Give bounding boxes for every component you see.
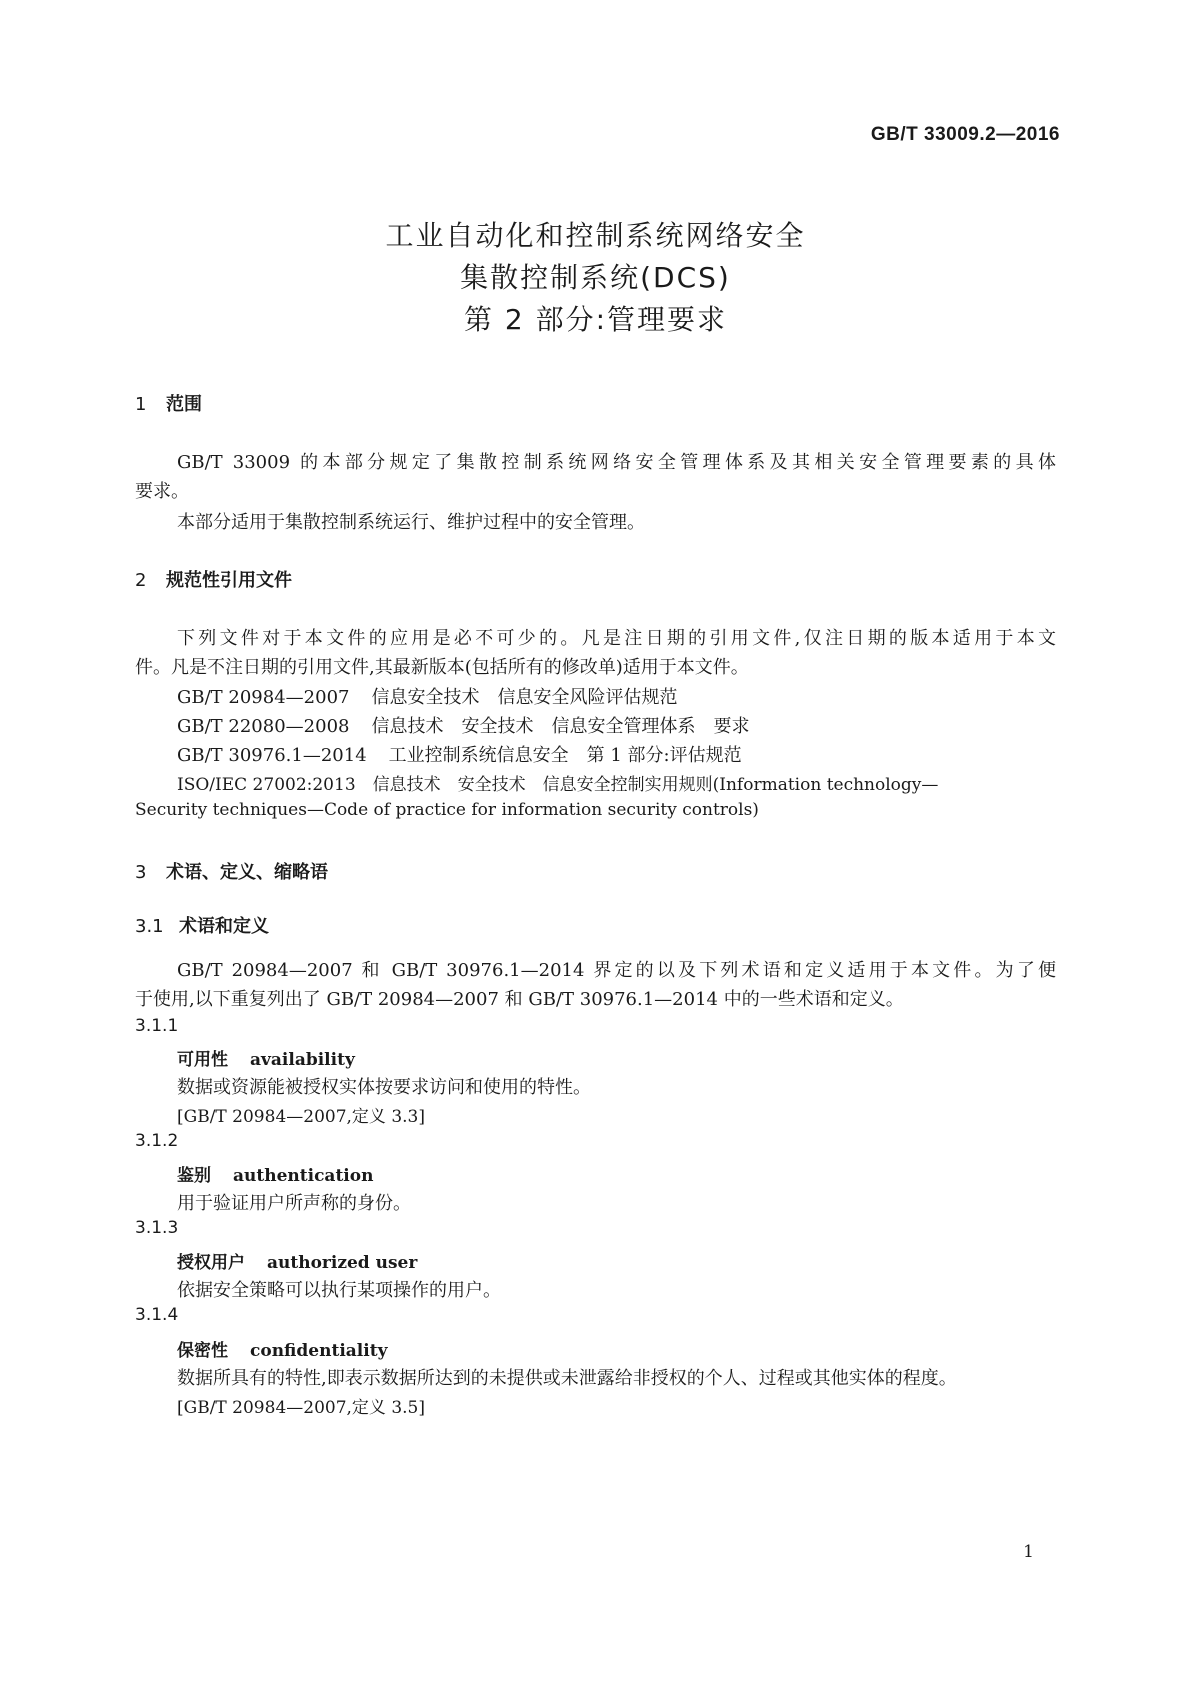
term-definition: 数据所具有的特性,即表示数据所达到的未提供或未泄露给非授权的个人、过程或其他实体的程度。 xyxy=(177,1368,957,1389)
term-english: confidentiality xyxy=(250,1341,388,1361)
scope-paragraph-line-1: GB/T 33009 的本部分规定了集散控制系统网络安全管理体系及其相关安全管理要素的具体 xyxy=(177,452,1056,473)
section-3-heading xyxy=(135,858,328,884)
section-title: 范围 xyxy=(166,394,202,415)
reference-code: GB/T 20984—2007 xyxy=(177,687,350,708)
term-entry xyxy=(177,1336,387,1361)
title-line-3: 第 2 部分:管理要求 xyxy=(463,303,728,336)
scope-paragraph-line-2: 要求。 xyxy=(135,481,189,502)
term-source: [GB/T 20984—2007,定义 3.3] xyxy=(177,1107,425,1127)
section-title: 规范性引用文件 xyxy=(166,570,292,591)
term-number: 3.1.3 xyxy=(135,1218,179,1238)
term-definition: 依据安全策略可以执行某项操作的用户。 xyxy=(177,1280,501,1301)
term-number: 3.1.4 xyxy=(135,1305,179,1325)
term-chinese: 保密性 xyxy=(177,1341,228,1361)
title-line-1: 工业自动化和控制系统网络安全 xyxy=(385,219,806,252)
reference-item xyxy=(177,741,764,767)
term-english: authorized user xyxy=(267,1253,418,1273)
term-english: authentication xyxy=(233,1166,374,1186)
subsection-title: 术语和定义 xyxy=(179,916,269,937)
section-2-heading xyxy=(135,566,292,592)
references-intro-line-1: 下列文件对于本文件的应用是必不可少的。凡是注日期的引用文件,仅注日期的版本适用于本文 xyxy=(177,628,1056,649)
reference-code: GB/T 30976.1—2014 xyxy=(177,745,367,766)
reference-iso-line-1: ISO/IEC 27002:2013 信息技术 安全技术 信息安全控制实用规则(Information technology— xyxy=(177,775,939,795)
reference-iso-line-2: Security techniques—Code of practice for information security controls) xyxy=(135,800,759,820)
subsection-number: 3.1 xyxy=(135,916,164,937)
term-source: [GB/T 20984—2007,定义 3.5] xyxy=(177,1398,425,1418)
term-entry xyxy=(177,1161,373,1186)
term-entry xyxy=(177,1045,355,1070)
terms-intro-line-1: GB/T 20984—2007 和 GB/T 30976.1—2014 界定的以及下列术语和定义适用于本文件。为了便 xyxy=(177,960,1056,981)
reference-title: 信息技术 安全技术 信息安全管理体系 要求 xyxy=(371,716,750,737)
term-definition: 数据或资源能被授权实体按要求访问和使用的特性。 xyxy=(177,1077,591,1098)
title-line-2: 集散控制系统(DCS) xyxy=(460,261,731,294)
scope-applicability: 本部分适用于集散控制系统运行、维护过程中的安全管理。 xyxy=(177,512,645,533)
section-title: 术语、定义、缩略语 xyxy=(166,862,328,883)
term-number: 3.1.2 xyxy=(135,1131,179,1151)
term-number: 3.1.1 xyxy=(135,1016,179,1036)
reference-title: 信息安全技术 信息安全风险评估规范 xyxy=(371,687,678,708)
section-1-heading xyxy=(135,390,202,416)
term-english: availability xyxy=(250,1050,355,1070)
reference-item xyxy=(177,683,699,709)
section-number: 1 xyxy=(135,394,147,415)
term-entry xyxy=(177,1248,417,1273)
standard-code: GB/T 33009.2—2016 xyxy=(870,124,1060,145)
references-intro-line-2: 件。凡是不注日期的引用文件,其最新版本(包括所有的修改单)适用于本文件。 xyxy=(135,657,749,678)
reference-code: GB/T 22080—2008 xyxy=(177,716,350,737)
reference-title: 工业控制系统信息安全 第 1 部分:评估规范 xyxy=(388,745,742,766)
section-number: 3 xyxy=(135,862,147,883)
subsection-3-1-heading xyxy=(135,912,269,938)
term-chinese: 鉴别 xyxy=(177,1166,211,1186)
term-chinese: 可用性 xyxy=(177,1050,228,1070)
section-number: 2 xyxy=(135,570,147,591)
terms-intro-line-2: 于使用,以下重复列出了 GB/T 20984—2007 和 GB/T 30976.1—2014 中的一些术语和定义。 xyxy=(135,989,904,1010)
term-definition: 用于验证用户所声称的身份。 xyxy=(177,1193,411,1214)
page-number: 1 xyxy=(1023,1542,1034,1562)
reference-item xyxy=(177,712,771,738)
term-chinese: 授权用户 xyxy=(177,1253,245,1273)
